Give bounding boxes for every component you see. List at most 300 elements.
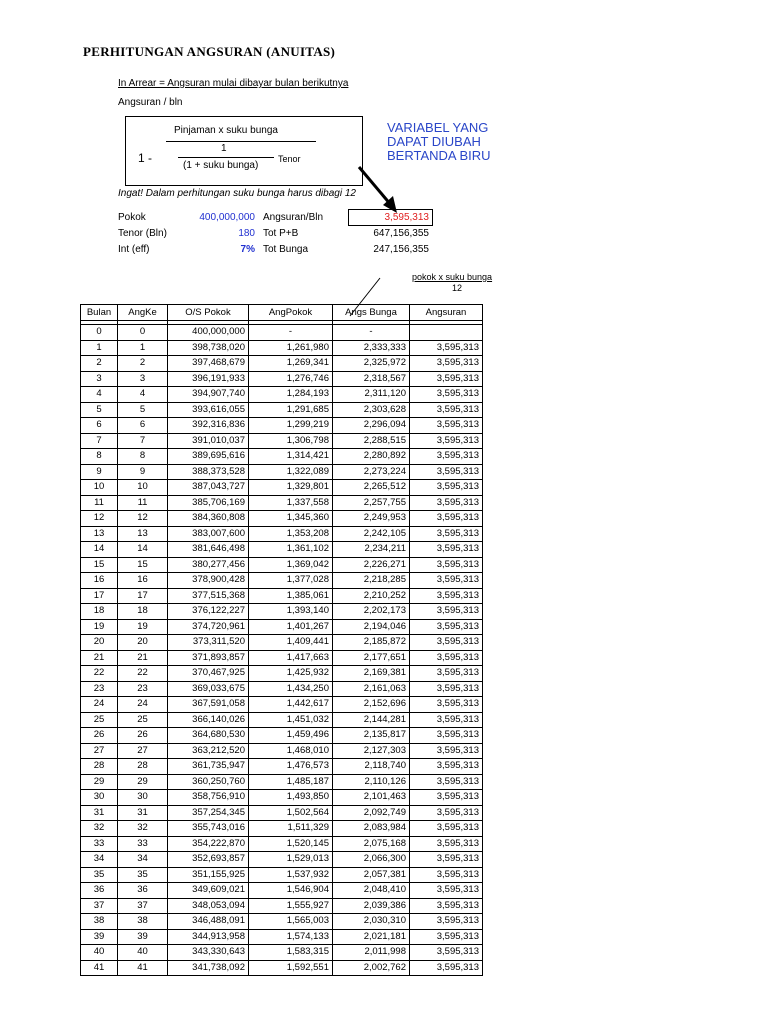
- blue-variable-note: [387, 121, 491, 163]
- table-row: [81, 712, 483, 728]
- cell-angs-bunga: 2,257,755: [333, 495, 410, 511]
- cell-bulan: 18: [81, 604, 118, 620]
- cell-angpokok: 1,369,042: [249, 557, 333, 573]
- cell-angpokok: 1,511,329: [249, 821, 333, 837]
- cell-angke: 20: [118, 635, 168, 651]
- cell-angpokok: 1,555,927: [249, 898, 333, 914]
- cell-angke: 9: [118, 464, 168, 480]
- table-row: [81, 883, 483, 899]
- table-row: [81, 852, 483, 868]
- header-angs-bunga: Angs Bunga: [333, 305, 410, 321]
- cell-angpokok: 1,468,010: [249, 743, 333, 759]
- cell-bulan: 25: [81, 712, 118, 728]
- cell-angke: 21: [118, 650, 168, 666]
- cell-bulan: 16: [81, 573, 118, 589]
- cell-angke: 15: [118, 557, 168, 573]
- tenor-label: Tenor (Bln): [118, 228, 167, 239]
- cell-angpokok: 1,361,102: [249, 542, 333, 558]
- formula-main-divider: [166, 141, 316, 142]
- cell-angke: 40: [118, 945, 168, 961]
- cell-os-pokok: 387,043,727: [168, 480, 249, 496]
- cell-angsuran: 3,595,313: [410, 371, 483, 387]
- cell-bulan: 26: [81, 728, 118, 744]
- cell-os-pokok: 376,122,227: [168, 604, 249, 620]
- cell-angsuran: 3,595,313: [410, 681, 483, 697]
- table-row: [81, 728, 483, 744]
- cell-os-pokok: 369,033,675: [168, 681, 249, 697]
- cell-os-pokok: 344,913,958: [168, 929, 249, 945]
- cell-os-pokok: 377,515,368: [168, 588, 249, 604]
- cell-angs-bunga: 2,311,120: [333, 387, 410, 403]
- cell-angke: 27: [118, 743, 168, 759]
- cell-os-pokok: 348,053,094: [168, 898, 249, 914]
- table-row: [81, 635, 483, 651]
- cell-bulan: 5: [81, 402, 118, 418]
- table-row: [81, 557, 483, 573]
- int-eff-value[interactable]: 7%: [240, 244, 255, 255]
- cell-bulan: 28: [81, 759, 118, 775]
- cell-bulan: 20: [81, 635, 118, 651]
- table-row: [81, 743, 483, 759]
- cell-angsuran: 3,595,313: [410, 821, 483, 837]
- cell-angke: 10: [118, 480, 168, 496]
- cell-angpokok: 1,345,360: [249, 511, 333, 527]
- cell-angsuran: 3,595,313: [410, 340, 483, 356]
- cell-os-pokok: 352,693,857: [168, 852, 249, 868]
- cell-angs-bunga: 2,185,872: [333, 635, 410, 651]
- cell-angs-bunga: 2,011,998: [333, 945, 410, 961]
- cell-os-pokok: 391,010,037: [168, 433, 249, 449]
- cell-bulan: 3: [81, 371, 118, 387]
- cell-angsuran: 3,595,313: [410, 604, 483, 620]
- table-row: [81, 526, 483, 542]
- cell-angs-bunga: 2,325,972: [333, 356, 410, 372]
- angsuran-bln-value: 3,595,313: [348, 209, 433, 226]
- cell-angsuran: 3,595,313: [410, 867, 483, 883]
- table-row: [81, 387, 483, 403]
- cell-angpokok: 1,337,558: [249, 495, 333, 511]
- cell-angsuran: 3,595,313: [410, 883, 483, 899]
- cell-angs-bunga: 2,083,984: [333, 821, 410, 837]
- cell-angs-bunga: 2,265,512: [333, 480, 410, 496]
- cell-angsuran: 3,595,313: [410, 697, 483, 713]
- cell-os-pokok: 398,738,020: [168, 340, 249, 356]
- cell-angs-bunga: 2,075,168: [333, 836, 410, 852]
- cell-bulan: 27: [81, 743, 118, 759]
- cell-os-pokok: 371,893,857: [168, 650, 249, 666]
- cell-os-pokok: 373,311,520: [168, 635, 249, 651]
- cell-angs-bunga: 2,288,515: [333, 433, 410, 449]
- cell-os-pokok: 349,609,021: [168, 883, 249, 899]
- cell-angs-bunga: 2,210,252: [333, 588, 410, 604]
- cell-os-pokok: 384,360,808: [168, 511, 249, 527]
- cell-angs-bunga: 2,066,300: [333, 852, 410, 868]
- cell-angsuran: 3,595,313: [410, 898, 483, 914]
- table-row: [81, 464, 483, 480]
- cell-angsuran: 3,595,313: [410, 449, 483, 465]
- cell-angpokok: 1,385,061: [249, 588, 333, 604]
- table-row: [81, 325, 483, 341]
- cell-os-pokok: 380,277,456: [168, 557, 249, 573]
- cell-angke: 34: [118, 852, 168, 868]
- cell-angpokok: 1,353,208: [249, 526, 333, 542]
- cell-os-pokok: 394,907,740: [168, 387, 249, 403]
- cell-angke: 32: [118, 821, 168, 837]
- cell-os-pokok: 357,254,345: [168, 805, 249, 821]
- table-row: [81, 542, 483, 558]
- cell-angpokok: 1,299,219: [249, 418, 333, 434]
- cell-os-pokok: 367,591,058: [168, 697, 249, 713]
- cell-os-pokok: 360,250,760: [168, 774, 249, 790]
- cell-angke: 22: [118, 666, 168, 682]
- cell-angsuran: 3,595,313: [410, 402, 483, 418]
- table-row: [81, 774, 483, 790]
- cell-bulan: 8: [81, 449, 118, 465]
- cell-angsuran: 3,595,313: [410, 542, 483, 558]
- cell-angsuran: 3,595,313: [410, 495, 483, 511]
- cell-angke: 37: [118, 898, 168, 914]
- cell-os-pokok: 374,720,961: [168, 619, 249, 635]
- cell-os-pokok: 396,191,933: [168, 371, 249, 387]
- cell-os-pokok: 346,488,091: [168, 914, 249, 930]
- int-eff-label: Int (eff): [118, 244, 150, 255]
- formula-numerator: Pinjaman x suku bunga: [174, 125, 278, 136]
- cell-angke: 36: [118, 883, 168, 899]
- cell-angpokok: 1,417,663: [249, 650, 333, 666]
- cell-bulan: 19: [81, 619, 118, 635]
- cell-bulan: 34: [81, 852, 118, 868]
- cell-os-pokok: 388,373,528: [168, 464, 249, 480]
- cell-bulan: 7: [81, 433, 118, 449]
- cell-bulan: 41: [81, 960, 118, 976]
- tenor-value[interactable]: 180: [238, 228, 255, 239]
- cell-bulan: 11: [81, 495, 118, 511]
- cell-angke: 41: [118, 960, 168, 976]
- cell-angke: 12: [118, 511, 168, 527]
- cell-angs-bunga: 2,152,696: [333, 697, 410, 713]
- cell-angsuran: 3,595,313: [410, 557, 483, 573]
- cell-angke: 28: [118, 759, 168, 775]
- table-row: [81, 836, 483, 852]
- cell-angke: 35: [118, 867, 168, 883]
- cell-angsuran: 3,595,313: [410, 433, 483, 449]
- pokok-value[interactable]: 400,000,000: [199, 212, 255, 223]
- header-angke: AngKe: [118, 305, 168, 321]
- cell-bulan: 39: [81, 929, 118, 945]
- cell-os-pokok: 366,140,026: [168, 712, 249, 728]
- cell-angpokok: 1,537,932: [249, 867, 333, 883]
- cell-os-pokok: 343,330,643: [168, 945, 249, 961]
- table-row: [81, 433, 483, 449]
- formula-exponent: Tenor: [278, 154, 301, 164]
- cell-os-pokok: 383,007,600: [168, 526, 249, 542]
- table-row: [81, 805, 483, 821]
- table-row: [81, 356, 483, 372]
- cell-angke: 18: [118, 604, 168, 620]
- cell-bulan: 24: [81, 697, 118, 713]
- table-row: [81, 697, 483, 713]
- cell-bulan: 40: [81, 945, 118, 961]
- cell-angs-bunga: 2,226,271: [333, 557, 410, 573]
- cell-angsuran: 3,595,313: [410, 790, 483, 806]
- cell-angpokok: 1,434,250: [249, 681, 333, 697]
- ingat-note: Ingat! Dalam perhitungan suku bunga harus dibagi 12: [118, 188, 356, 199]
- cell-angs-bunga: 2,273,224: [333, 464, 410, 480]
- bunga-formula-bottom: 12: [452, 283, 463, 293]
- cell-angsuran: 3,595,313: [410, 588, 483, 604]
- cell-angpokok: 1,314,421: [249, 449, 333, 465]
- cell-angpokok: 1,476,573: [249, 759, 333, 775]
- cell-angsuran: 3,595,313: [410, 945, 483, 961]
- table-row: [81, 480, 483, 496]
- cell-os-pokok: 397,468,679: [168, 356, 249, 372]
- table-row: [81, 619, 483, 635]
- cell-angke: 6: [118, 418, 168, 434]
- table-row: [81, 666, 483, 682]
- cell-angs-bunga: 2,118,740: [333, 759, 410, 775]
- cell-angpokok: 1,284,193: [249, 387, 333, 403]
- cell-angs-bunga: 2,092,749: [333, 805, 410, 821]
- angsuran-bln-label: Angsuran/Bln: [263, 212, 324, 223]
- table-row: [81, 650, 483, 666]
- cell-angpokok: 1,451,032: [249, 712, 333, 728]
- cell-angsuran: 3,595,313: [410, 960, 483, 976]
- cell-os-pokok: 370,467,925: [168, 666, 249, 682]
- cell-angpokok: 1,485,187: [249, 774, 333, 790]
- cell-bulan: 21: [81, 650, 118, 666]
- tot-pb-value: 647,156,355: [373, 228, 429, 239]
- cell-angs-bunga: 2,030,310: [333, 914, 410, 930]
- cell-angpokok: 1,393,140: [249, 604, 333, 620]
- cell-os-pokok: 378,900,428: [168, 573, 249, 589]
- cell-os-pokok: 358,756,910: [168, 790, 249, 806]
- cell-angpokok: 1,583,315: [249, 945, 333, 961]
- cell-angs-bunga: -: [333, 325, 410, 341]
- cell-os-pokok: 361,735,947: [168, 759, 249, 775]
- cell-angs-bunga: 2,135,817: [333, 728, 410, 744]
- table-row: [81, 929, 483, 945]
- cell-angke: 13: [118, 526, 168, 542]
- cell-angs-bunga: 2,333,333: [333, 340, 410, 356]
- cell-angpokok: 1,565,003: [249, 914, 333, 930]
- cell-angsuran: 3,595,313: [410, 650, 483, 666]
- cell-angs-bunga: 2,101,463: [333, 790, 410, 806]
- formula-inner-divider: [178, 157, 274, 158]
- tot-bunga-value: 247,156,355: [373, 244, 429, 255]
- table-row: [81, 418, 483, 434]
- cell-angpokok: 1,329,801: [249, 480, 333, 496]
- formula-one-minus: 1 -: [138, 151, 153, 165]
- cell-angsuran: 3,595,313: [410, 743, 483, 759]
- cell-bulan: 30: [81, 790, 118, 806]
- cell-bulan: 33: [81, 836, 118, 852]
- table-row: [81, 371, 483, 387]
- cell-angs-bunga: 2,318,567: [333, 371, 410, 387]
- cell-bulan: 29: [81, 774, 118, 790]
- page-title: PERHITUNGAN ANGSURAN (ANUITAS): [83, 44, 336, 59]
- cell-bulan: 2: [81, 356, 118, 372]
- cell-angs-bunga: 2,296,094: [333, 418, 410, 434]
- amortization-table: [80, 304, 483, 976]
- cell-angpokok: 1,502,564: [249, 805, 333, 821]
- cell-angs-bunga: 2,249,953: [333, 511, 410, 527]
- cell-os-pokok: 389,695,616: [168, 449, 249, 465]
- cell-angsuran: 3,595,313: [410, 635, 483, 651]
- cell-angpokok: 1,401,267: [249, 619, 333, 635]
- cell-angpokok: 1,529,013: [249, 852, 333, 868]
- cell-os-pokok: 364,680,530: [168, 728, 249, 744]
- cell-angsuran: 3,595,313: [410, 836, 483, 852]
- cell-angs-bunga: 2,280,892: [333, 449, 410, 465]
- cell-bulan: 17: [81, 588, 118, 604]
- header-angpokok: AngPokok: [249, 305, 333, 321]
- cell-angpokok: 1,592,551: [249, 960, 333, 976]
- table-row: [81, 898, 483, 914]
- cell-angke: 0: [118, 325, 168, 341]
- cell-bulan: 12: [81, 511, 118, 527]
- formula-one: 1: [221, 143, 227, 154]
- formula-denominator: (1 + suku bunga): [183, 160, 259, 171]
- cell-angs-bunga: 2,144,281: [333, 712, 410, 728]
- cell-angs-bunga: 2,021,181: [333, 929, 410, 945]
- cell-angke: 29: [118, 774, 168, 790]
- cell-angke: 24: [118, 697, 168, 713]
- cell-os-pokok: 381,646,498: [168, 542, 249, 558]
- cell-os-pokok: 363,212,520: [168, 743, 249, 759]
- cell-bulan: 4: [81, 387, 118, 403]
- cell-angpokok: 1,409,441: [249, 635, 333, 651]
- cell-angke: 39: [118, 929, 168, 945]
- cell-angke: 11: [118, 495, 168, 511]
- cell-angs-bunga: 2,234,211: [333, 542, 410, 558]
- cell-angke: 23: [118, 681, 168, 697]
- cell-angs-bunga: 2,002,762: [333, 960, 410, 976]
- header-bulan: Bulan: [81, 305, 118, 321]
- blue-note-line-2: DAPAT DIUBAH: [387, 134, 481, 149]
- cell-angke: 14: [118, 542, 168, 558]
- cell-angs-bunga: 2,242,105: [333, 526, 410, 542]
- cell-angke: 26: [118, 728, 168, 744]
- table-row: [81, 867, 483, 883]
- cell-os-pokok: 392,316,836: [168, 418, 249, 434]
- cell-bulan: 13: [81, 526, 118, 542]
- cell-bulan: 1: [81, 340, 118, 356]
- cell-angke: 2: [118, 356, 168, 372]
- table-row: [81, 402, 483, 418]
- cell-angpokok: 1,322,089: [249, 464, 333, 480]
- cell-angpokok: 1,276,746: [249, 371, 333, 387]
- cell-angsuran: 3,595,313: [410, 418, 483, 434]
- cell-angke: 1: [118, 340, 168, 356]
- cell-angke: 17: [118, 588, 168, 604]
- table-row: [81, 790, 483, 806]
- cell-angs-bunga: 2,194,046: [333, 619, 410, 635]
- cell-angsuran: 3,595,313: [410, 666, 483, 682]
- cell-angsuran: 3,595,313: [410, 356, 483, 372]
- cell-angpokok: 1,261,980: [249, 340, 333, 356]
- cell-bulan: 9: [81, 464, 118, 480]
- table-row: [81, 340, 483, 356]
- cell-bulan: 32: [81, 821, 118, 837]
- table-row: [81, 495, 483, 511]
- cell-angke: 33: [118, 836, 168, 852]
- table-header-row: [81, 305, 483, 321]
- formula-box: [125, 116, 363, 186]
- cell-angpokok: 1,459,496: [249, 728, 333, 744]
- cell-angpokok: 1,377,028: [249, 573, 333, 589]
- pokok-label: Pokok: [118, 212, 146, 223]
- table-row: [81, 573, 483, 589]
- cell-bulan: 36: [81, 883, 118, 899]
- cell-angsuran: 3,595,313: [410, 387, 483, 403]
- tot-pb-label: Tot P+B: [263, 228, 299, 239]
- header-angsuran: Angsuran: [410, 305, 483, 321]
- cell-bulan: 35: [81, 867, 118, 883]
- table-row: [81, 588, 483, 604]
- cell-angpokok: 1,520,145: [249, 836, 333, 852]
- cell-os-pokok: 341,738,092: [168, 960, 249, 976]
- table-row: [81, 511, 483, 527]
- cell-os-pokok: 351,155,925: [168, 867, 249, 883]
- bunga-formula-top: pokok x suku bunga: [412, 272, 493, 282]
- cell-angs-bunga: 2,218,285: [333, 573, 410, 589]
- table-row: [81, 449, 483, 465]
- table-row: [81, 681, 483, 697]
- cell-bulan: 0: [81, 325, 118, 341]
- cell-bulan: 6: [81, 418, 118, 434]
- arrow-line: [359, 167, 391, 205]
- cell-angke: 16: [118, 573, 168, 589]
- cell-angs-bunga: 2,303,628: [333, 402, 410, 418]
- in-arrear-note: In Arrear = Angsuran mulai dibayar bulan berikutnya: [118, 78, 349, 89]
- cell-angsuran: 3,595,313: [410, 712, 483, 728]
- cell-os-pokok: 385,706,169: [168, 495, 249, 511]
- header-os-pokok: O/S Pokok: [168, 305, 249, 321]
- blue-note-line-3: BERTANDA BIRU: [387, 148, 491, 163]
- cell-angsuran: 3,595,313: [410, 774, 483, 790]
- cell-angs-bunga: 2,127,303: [333, 743, 410, 759]
- cell-angsuran: 3,595,313: [410, 480, 483, 496]
- cell-os-pokok: 354,222,870: [168, 836, 249, 852]
- cell-angke: 19: [118, 619, 168, 635]
- cell-angsuran: 3,595,313: [410, 526, 483, 542]
- cell-angsuran: 3,595,313: [410, 511, 483, 527]
- cell-angs-bunga: 2,161,063: [333, 681, 410, 697]
- cell-bulan: 15: [81, 557, 118, 573]
- cell-os-pokok: 393,616,055: [168, 402, 249, 418]
- cell-angsuran: 3,595,313: [410, 728, 483, 744]
- cell-angsuran: 3,595,313: [410, 914, 483, 930]
- table-row: [81, 604, 483, 620]
- table-row: [81, 759, 483, 775]
- cell-bulan: 38: [81, 914, 118, 930]
- cell-angsuran: 3,595,313: [410, 852, 483, 868]
- cell-angpokok: 1,442,617: [249, 697, 333, 713]
- cell-angpokok: -: [249, 325, 333, 341]
- cell-angsuran: 3,595,313: [410, 464, 483, 480]
- cell-angke: 31: [118, 805, 168, 821]
- cell-bulan: 22: [81, 666, 118, 682]
- cell-angke: 3: [118, 371, 168, 387]
- cell-angke: 5: [118, 402, 168, 418]
- cell-angpokok: 1,493,850: [249, 790, 333, 806]
- cell-angs-bunga: 2,039,386: [333, 898, 410, 914]
- cell-angsuran: 3,595,313: [410, 619, 483, 635]
- blue-note-line-1: VARIABEL YANG: [387, 120, 489, 135]
- cell-bulan: 23: [81, 681, 118, 697]
- cell-angsuran: 3,595,313: [410, 805, 483, 821]
- cell-angke: 7: [118, 433, 168, 449]
